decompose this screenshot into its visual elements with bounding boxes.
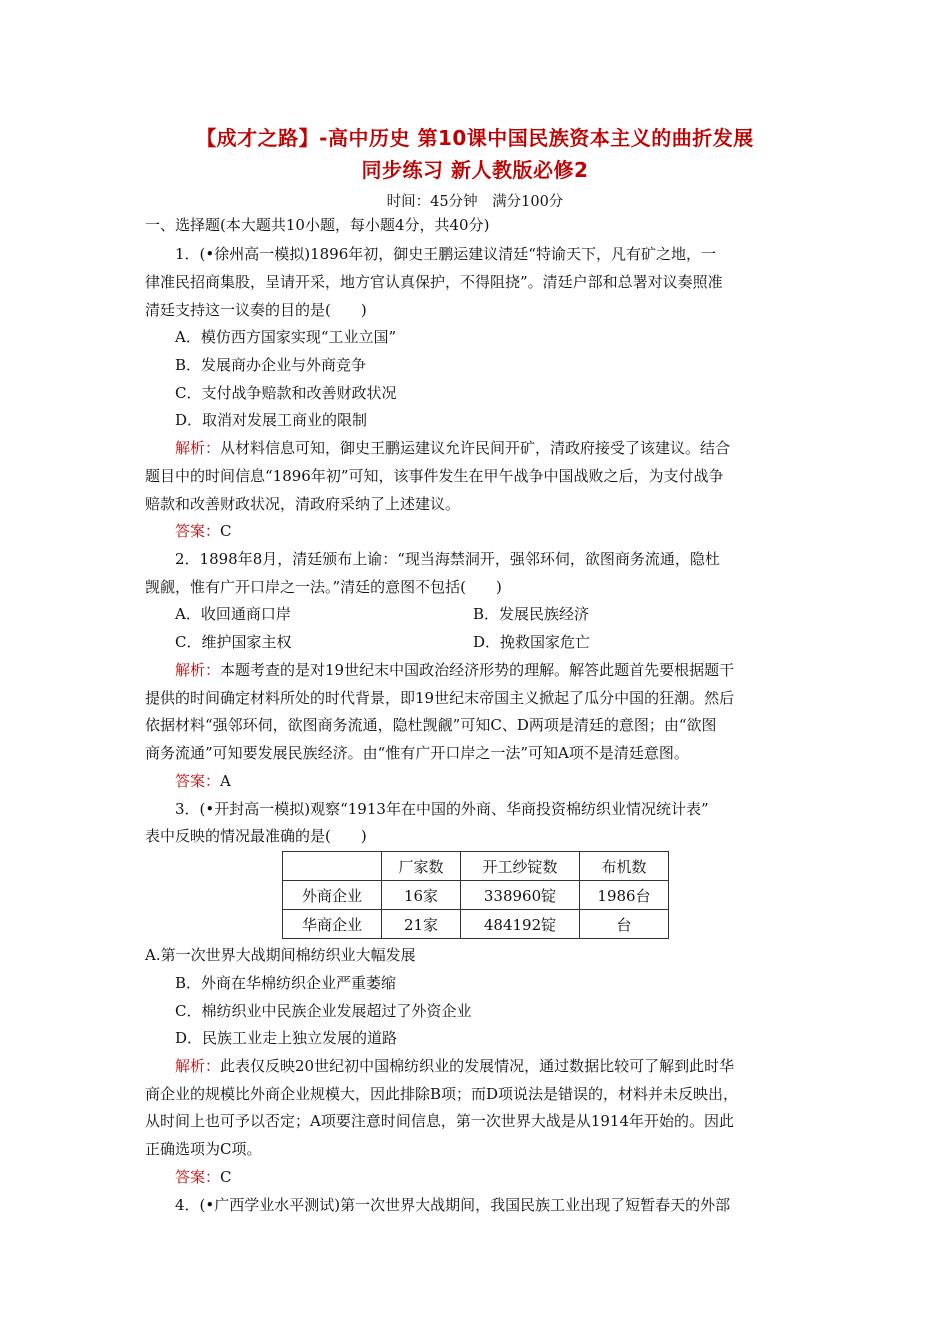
q1-option-c: C．支付战争赔款和改善财政状况 [175,384,397,402]
q1-analysis-label: 解析： [175,439,221,457]
q1-stem-line1: 1．(•徐州高一模拟)1896年初，御史王鹏运建议清廷“特谕天下，凡有矿之地，一 [175,245,716,263]
q2-answer [175,771,837,791]
q3-stem-line1: 3．(•开封高一模拟)观察“1913年在中国的外商、华商投资棉纺织业情况统计表” [175,800,709,818]
table-header-cell: 厂家数 [382,852,461,881]
q2-option-b: B．发展民族经济 [473,605,590,623]
q2-analysis-text: 本题考查的是对19世纪末中国政治经济形势的理解。解答此题首先要根据题干 [220,661,735,679]
q2-option-c: C．维护国家主权 [175,633,292,651]
q2-option-a: A．收回通商口岸 [175,605,291,623]
q3-analysis-label: 解析： [175,1057,221,1075]
table-cell: 华商企业 [283,910,382,939]
table-cell: 外商企业 [283,881,382,910]
q1-stem-line2: 律准民招商集股，呈请开采，地方官认真保护，不得阻挠”。清廷户部和总署对议奏照准 [145,273,723,291]
q1-analysis-text: 从材料信息可知，御史王鹏运建议允许民间开矿，清政府接受了该建议。结合 [220,439,731,457]
q3-stem-line2: 表中反映的情况最准确的是( ) [145,827,367,845]
table-header-row [283,852,669,881]
q2-options-row2 [175,632,837,652]
q3-option-d: D．民族工业走上独立发展的道路 [175,1029,398,1047]
section-heading: 一、选择题(本大题共10小题，每小题4分，共40分) [145,216,490,234]
q3-answer-value: C [220,1168,232,1186]
q3-analysis-line1 [175,1056,807,1076]
q2-analysis-line3: 依据材料“强邻环伺，欲图商务流通，隐杜觊觎”可知C、D两项是清廷的意图；由“欲图 [145,716,717,734]
q1-answer-value: C [220,522,232,540]
q2-analysis-line2: 提供的时间确定材料所处的时代背景，即19世纪末帝国主义掀起了瓜分中国的狂潮。然后 [145,689,735,707]
q2-option-d: D．挽救国家危亡 [473,633,591,651]
table-cell: 338960锭 [461,881,580,910]
table-cell: 484192锭 [461,910,580,939]
q1-option-b: B．发展商办企业与外商竞争 [175,356,367,374]
q3-analysis-line4: 正确选项为C项。 [145,1140,262,1158]
q1-analysis-line3: 赔款和改善财政状况，清政府采纳了上述建议。 [145,495,461,513]
doc-title-line1: 【成才之路】-高中历史 第10课中国民族资本主义的曲折发展 [196,126,754,150]
q2-options-row1 [175,604,837,624]
table-cell: 16家 [382,881,461,910]
cotton-industry-table [282,851,669,939]
table-cell: 1986台 [580,881,669,910]
q1-option-a: A．模仿西方国家实现“工业立国” [175,328,397,346]
q3-option-a: A.第一次世界大战期间棉纺织业大幅发展 [145,946,416,964]
q3-answer-label: 答案： [175,1168,221,1186]
q2-analysis-line1 [175,660,807,680]
q3-option-c: C．棉纺织业中民族企业发展超过了外资企业 [175,1002,472,1020]
doc-title-line2: 同步练习 新人教版必修2 [361,158,589,182]
q1-option-d: D．取消对发展工商业的限制 [175,411,368,429]
table-header-cell: 布机数 [580,852,669,881]
q2-answer-value: A [220,772,231,790]
q1-answer-label: 答案： [175,522,221,540]
q2-stem-line1: 2．1898年8月，清廷颁布上谕：“现当海禁洞开，强邻环伺，欲图商务流通，隐杜 [175,550,720,568]
q2-analysis-line4: 商务流通”可知要发展民族经济。由“惟有广开口岸之一法”可知A项不是清廷意图。 [145,744,689,762]
q1-analysis-line1 [175,438,807,458]
q2-stem-line2: 觊觎，惟有广开口岸之一法。”清廷的意图不包括( ) [145,578,502,596]
table-cell: 台 [580,910,669,939]
q3-analysis-text: 此表仅反映20世纪初中国棉纺织业的发展情况，通过数据比较可了解到此时华 [220,1057,735,1075]
q3-analysis-line3: 从时间上也可予以否定；A项要注意时间信息，第一次世界大战是从1914年开始的。因此 [145,1112,735,1130]
table-header-cell: 开工纱锭数 [461,852,580,881]
q2-answer-label: 答案： [175,772,221,790]
table-header-cell [283,852,382,881]
table-cell: 21家 [382,910,461,939]
q1-stem-line3: 清廷支持这一议奏的目的是( ) [145,301,367,319]
q4-stem-line1: 4．(•广西学业水平测试)第一次世界大战期间，我国民族工业出现了短暂春天的外部 [175,1196,731,1214]
q3-analysis-line2: 商企业的规模比外商企业规模大，因此排除B项；而D项说法是错误的，材料并未反映出， [145,1085,739,1103]
table-row [283,910,669,939]
q1-analysis-line2: 题目中的时间信息“1896年初”可知，该事件发生在甲午战争中国战败之后，为支付战争 [145,467,724,485]
table-row [283,881,669,910]
q3-answer [175,1167,837,1187]
q1-answer [175,521,837,541]
q3-option-b: B．外商在华棉纺织企业严重萎缩 [175,974,397,992]
time-score-info: 时间：45分钟 满分100分 [386,194,564,210]
q2-analysis-label: 解析： [175,661,221,679]
